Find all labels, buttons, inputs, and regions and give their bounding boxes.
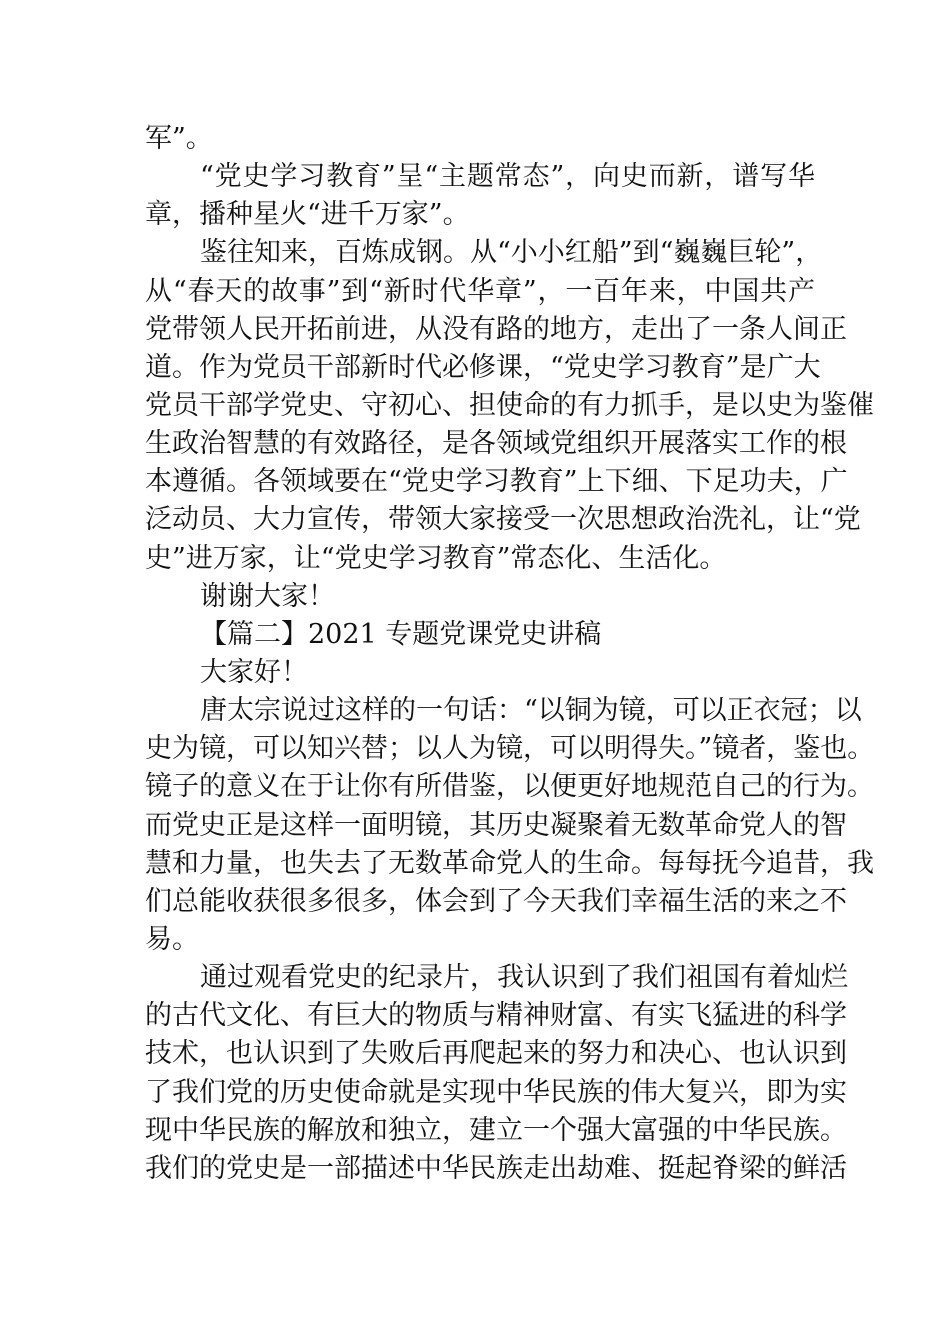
text-line: 我们的党史是一部描述中华民族走出劫难、挺起脊梁的鲜活 <box>145 1152 847 1184</box>
text-line: 了我们党的历史使命就是实现中华民族的伟大复兴，即为实 <box>145 1076 847 1108</box>
text-line: 史”进万家，让“党史学习教育”常态化、生活化。 <box>145 542 727 574</box>
text-line: 泛动员、大力宣传，带领大家接受一次思想政治洗礼，让“党 <box>145 504 861 536</box>
greeting-line: 大家好！ <box>200 656 308 688</box>
text-line: 史为镜，可以知兴替；以人为镜，可以明得失。”镜者，鉴也。 <box>145 733 875 765</box>
paragraph-start-line: 通过观看党史的纪录片，我认识到了我们祖国有着灿烂 <box>200 962 848 994</box>
text-line: 的古代文化、有巨大的物质与精神财富、有实飞猛进的科学 <box>145 1000 847 1032</box>
body-text <box>145 120 875 1188</box>
text-line: 章，播种星火“进千万家”。 <box>145 199 470 231</box>
text-line: 现中华民族的解放和独立，建立一个强大富强的中华民族。 <box>145 1114 847 1146</box>
text-line: 易。 <box>145 923 199 955</box>
text-line: 从“春天的故事”到“新时代华章”，一百年来，中国共产 <box>145 275 815 307</box>
text-line: 军”。 <box>145 123 213 154</box>
section-heading: 【篇二】2021 专题党课党史讲稿 <box>200 618 602 650</box>
text-line: 而党史正是这样一面明镜，其历史凝聚着无数革命党人的智 <box>145 809 847 841</box>
text-line: 们总能收获很多很多，体会到了今天我们幸福生活的来之不 <box>145 885 847 917</box>
text-line: 慧和力量，也失去了无数革命党人的生命。每每抚今追昔，我 <box>145 847 874 879</box>
closing-line: 谢谢大家！ <box>200 580 335 612</box>
text-line: 镜子的意义在于让你有所借鉴，以便更好地规范自己的行为。 <box>145 771 874 803</box>
text-line: 本遵循。各领域要在“党史学习教育”上下细、下足功夫，广 <box>145 466 848 498</box>
text-line: 技术，也认识到了失败后再爬起来的努力和决心、也认识到 <box>145 1038 847 1070</box>
paragraph-start-line: “党史学习教育”呈“主题常态”，向史而新，谱写华 <box>200 161 815 193</box>
text-line: 党员干部学党史、守初心、担使命的有力抓手，是以史为鉴催 <box>145 389 874 421</box>
text-line: 党带领人民开拓前进，从没有路的地方，走出了一条人间正 <box>145 313 847 345</box>
text-line: 道。作为党员干部新时代必修课，“党史学习教育”是广大 <box>145 351 821 383</box>
paragraph-start-line: 唐太宗说过这样的一句话：“以铜为镜，可以正衣冠；以 <box>200 695 862 727</box>
text-line: 生政治智慧的有效路径，是各领域党组织开展落实工作的根 <box>145 428 847 460</box>
paragraph-start-line: 鉴往知来，百炼成钢。从“小小红船”到“巍巍巨轮”， <box>200 237 823 269</box>
